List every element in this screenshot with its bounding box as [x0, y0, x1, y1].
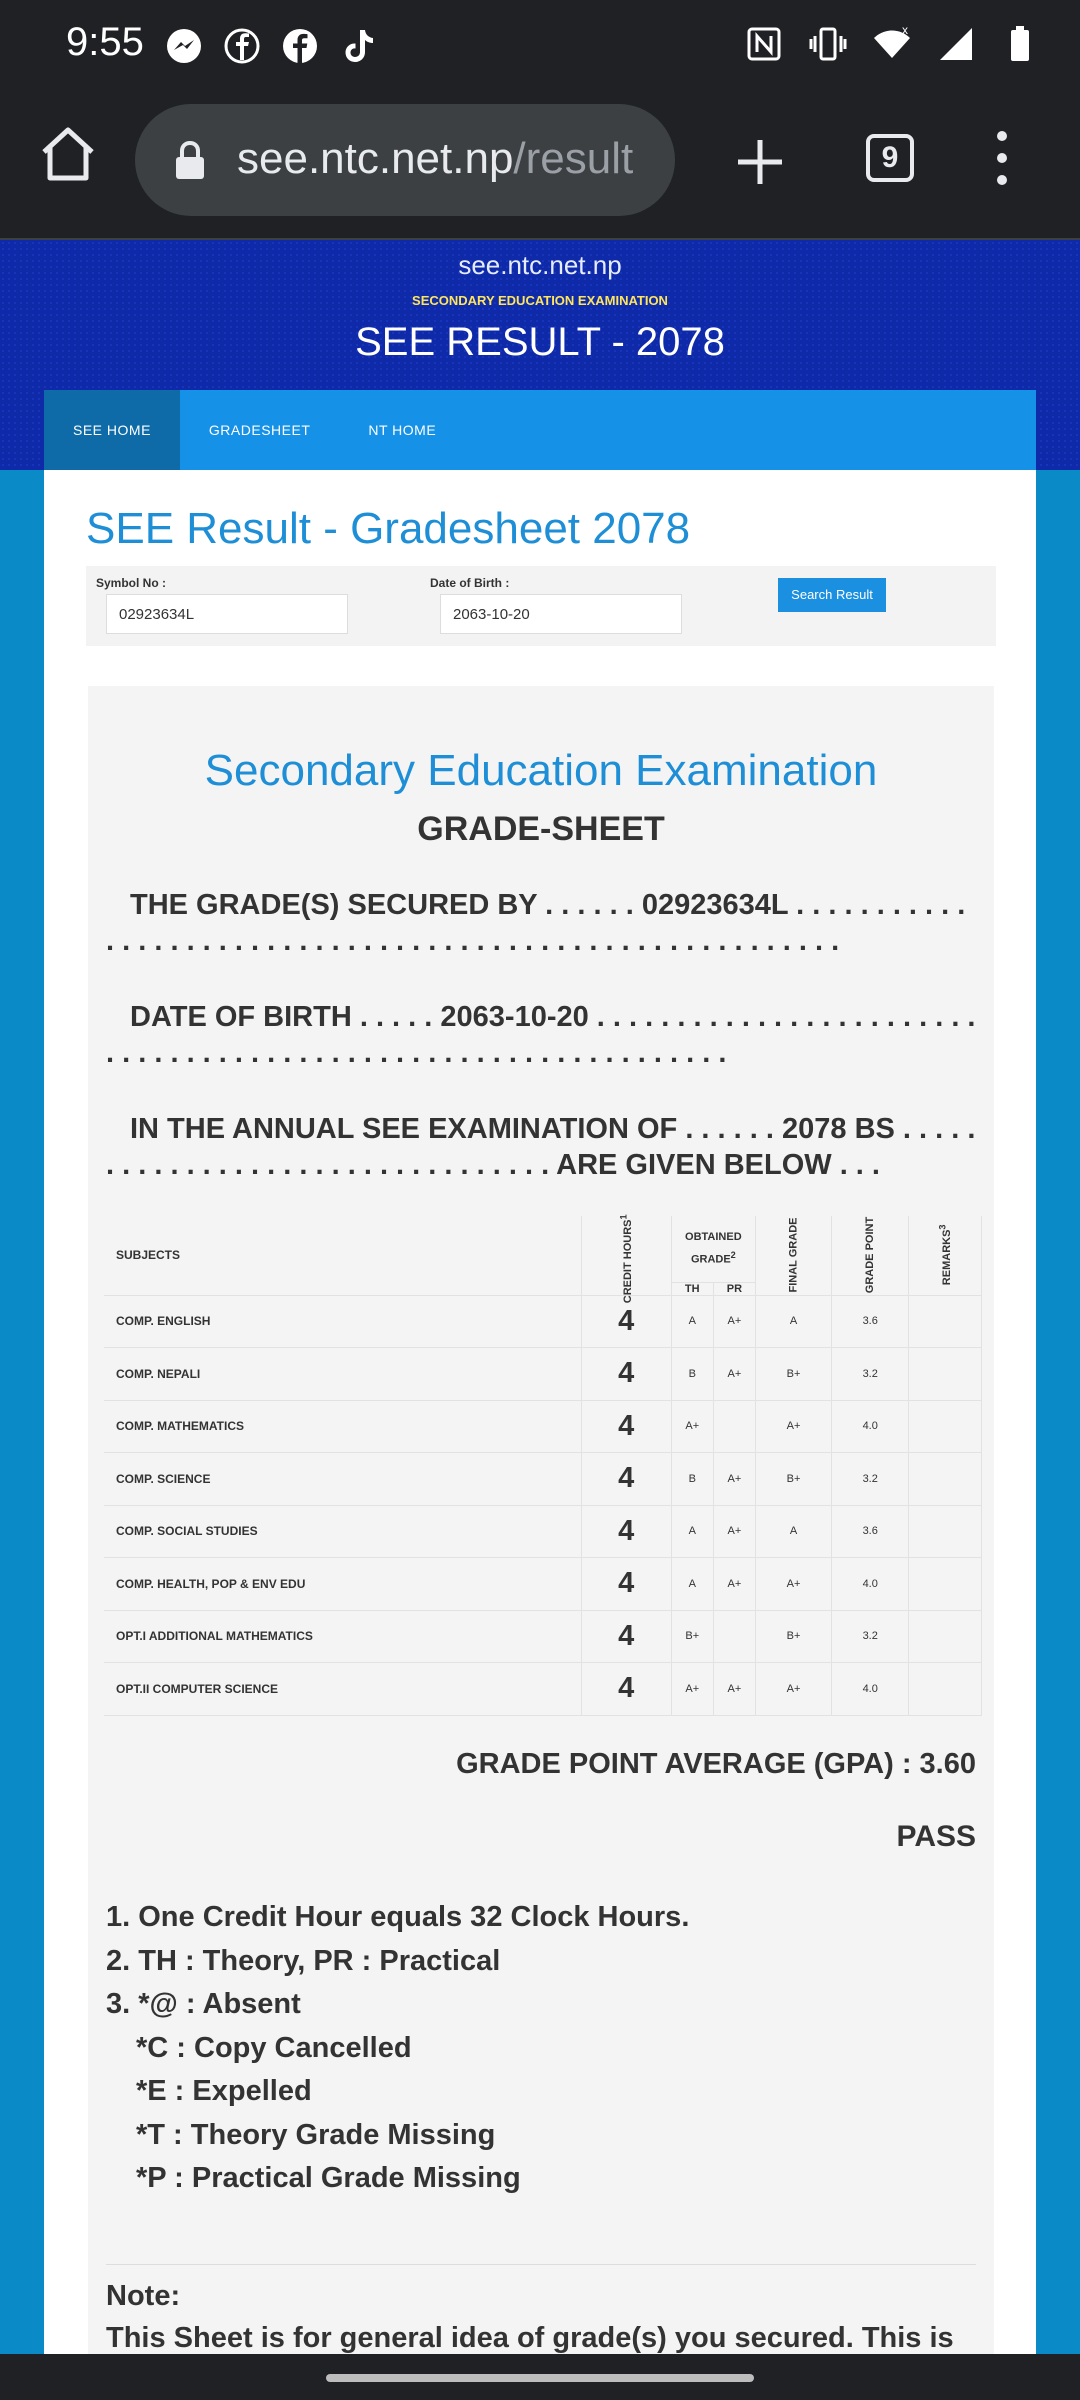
grades-table: [104, 1216, 982, 1716]
col-credit-hours: CREDIT HOURS$^1$: [581, 1216, 671, 1295]
footnote-item: 2. TH : Theory, PR : Practical: [106, 1944, 501, 1977]
col-grade-point: GRADE POINT: [832, 1216, 909, 1295]
table-row: COMP. SCIENCE 4 B A+ B+ 3.2: [104, 1453, 982, 1506]
search-form: [86, 566, 996, 646]
col-obtained-grade: OBTAINED GRADE$^2$: [671, 1216, 755, 1282]
footnotes: [106, 1896, 689, 2201]
page-title: SEE Result - Gradesheet 2078: [86, 504, 691, 553]
sheet-subtitle: GRADE-SHEET: [417, 810, 665, 848]
col-subjects: SUBJECTS: [104, 1216, 581, 1295]
footnote-item: 3. *@ : Absent: [106, 1988, 301, 2020]
browser-toolbar: [0, 92, 1080, 240]
url-text: see.ntc.net.np/result: [237, 134, 634, 183]
main-content: [44, 470, 1036, 2354]
grade-sheet: [88, 686, 994, 2354]
symbol-label: Symbol No :: [96, 576, 167, 590]
table-row: OPT.I ADDITIONAL MATHEMATICS 4 B+ B+ 3.2: [104, 1610, 982, 1663]
col-th: TH: [671, 1282, 713, 1295]
more-options-icon[interactable]: [990, 128, 1014, 188]
table-row: OPT.II COMPUTER SCIENCE 4 A+ A+ A+ 4.0: [104, 1663, 982, 1716]
address-bar[interactable]: [135, 104, 675, 216]
tab-switcher-button[interactable]: 9: [866, 134, 914, 182]
exam-line: IN THE ANNUAL SEE EXAMINATION OF . . . . . . 2078 BS . . . . . . . . . . . . . . . . . . . . . . . . . . . . . . . . . ARE GIVEN BELOW . . .: [106, 1113, 976, 1181]
wifi-icon: [872, 24, 912, 64]
site-domain: see.ntc.net.np: [458, 250, 622, 280]
battery-icon: [1000, 24, 1040, 64]
dob-input[interactable]: 2063-10-20: [440, 594, 682, 634]
col-remarks: REMARKS$^3$: [909, 1216, 982, 1295]
site-nav: [44, 390, 1036, 470]
table-row: COMP. ENGLISH 4 A A+ A 3.6: [104, 1295, 982, 1348]
exam-name: SECONDARY EDUCATION EXAMINATION: [412, 293, 668, 308]
table-row: COMP. NEPALI 4 B A+ B+ 3.2: [104, 1348, 982, 1401]
result-status: PASS: [896, 1820, 976, 1853]
footnote-item: 1. One Credit Hour equals 32 Clock Hours.: [106, 1901, 690, 1933]
vibrate-icon: [808, 24, 848, 64]
secured-by-line: THE GRADE(S) SECURED BY . . . . . . 02923634L . . . . . . . . . . . . . . . . . . . . . . . . . . . . . . . . . . . . . . . . . . . . . . . . . . . . . . . . .: [106, 889, 966, 957]
nav-gradesheet[interactable]: GRADESHEET: [208, 422, 311, 438]
facebook-icon: [280, 26, 320, 66]
svg-text:x: x: [902, 24, 908, 37]
table-row: COMP. HEALTH, POP & ENV EDU 4 A A+ A+ 4.0: [104, 1558, 982, 1611]
col-final-grade: FINAL GRADE: [756, 1216, 832, 1295]
signal-icon: [936, 24, 976, 64]
clock: 9:55: [66, 20, 144, 64]
messenger-icon: [164, 26, 204, 66]
footnote-item: *T : Theory Grade Missing: [136, 2118, 496, 2151]
footnote-item: *E : Expelled: [136, 2075, 312, 2107]
table-row: COMP. SOCIAL STUDIES 4 A A+ A 3.6: [104, 1505, 982, 1558]
home-gesture-handle[interactable]: [326, 2374, 754, 2382]
nfc-icon: [744, 24, 784, 64]
table-row: COMP. MATHEMATICS 4 A+ A+ 4.0: [104, 1400, 982, 1453]
dob-label: Date of Birth :: [430, 576, 510, 590]
search-result-button[interactable]: Search Result: [778, 578, 886, 612]
web-page: [0, 240, 1080, 2354]
gpa-text: GRADE POINT AVERAGE (GPA) : 3.60: [456, 1748, 976, 1780]
home-icon[interactable]: [36, 122, 100, 186]
footnote-item: *C : Copy Cancelled: [136, 2031, 412, 2064]
symbol-input[interactable]: 02923634L: [106, 594, 348, 634]
status-bar: [0, 0, 1080, 92]
facebook-outline-icon: [222, 26, 262, 66]
site-title: SEE RESULT - 2078: [355, 320, 725, 364]
gesture-nav-bar: [0, 2354, 1080, 2400]
lock-icon: [173, 140, 207, 180]
divider: [106, 2264, 976, 2265]
footnote-item: *P : Practical Grade Missing: [136, 2162, 521, 2194]
nav-nt-home[interactable]: NT HOME: [368, 422, 437, 438]
note-text: This Sheet is for general idea of grade(s) you secured. This is: [106, 2322, 954, 2354]
note-title: Note:: [106, 2280, 181, 2312]
sheet-title: Secondary Education Examination: [204, 746, 878, 795]
new-tab-icon[interactable]: [730, 132, 790, 192]
nav-see-home[interactable]: SEE HOME: [44, 390, 180, 470]
col-pr: PR: [713, 1282, 755, 1295]
tiktok-icon: [338, 26, 378, 66]
dob-line: DATE OF BIRTH . . . . . 2063-10-20 . . . . . . . . . . . . . . . . . . . . . . . . . . . . . . . . . . . . . . . . . . . . . . . . . . . . . . . . . . . . . . .: [106, 1001, 976, 1069]
